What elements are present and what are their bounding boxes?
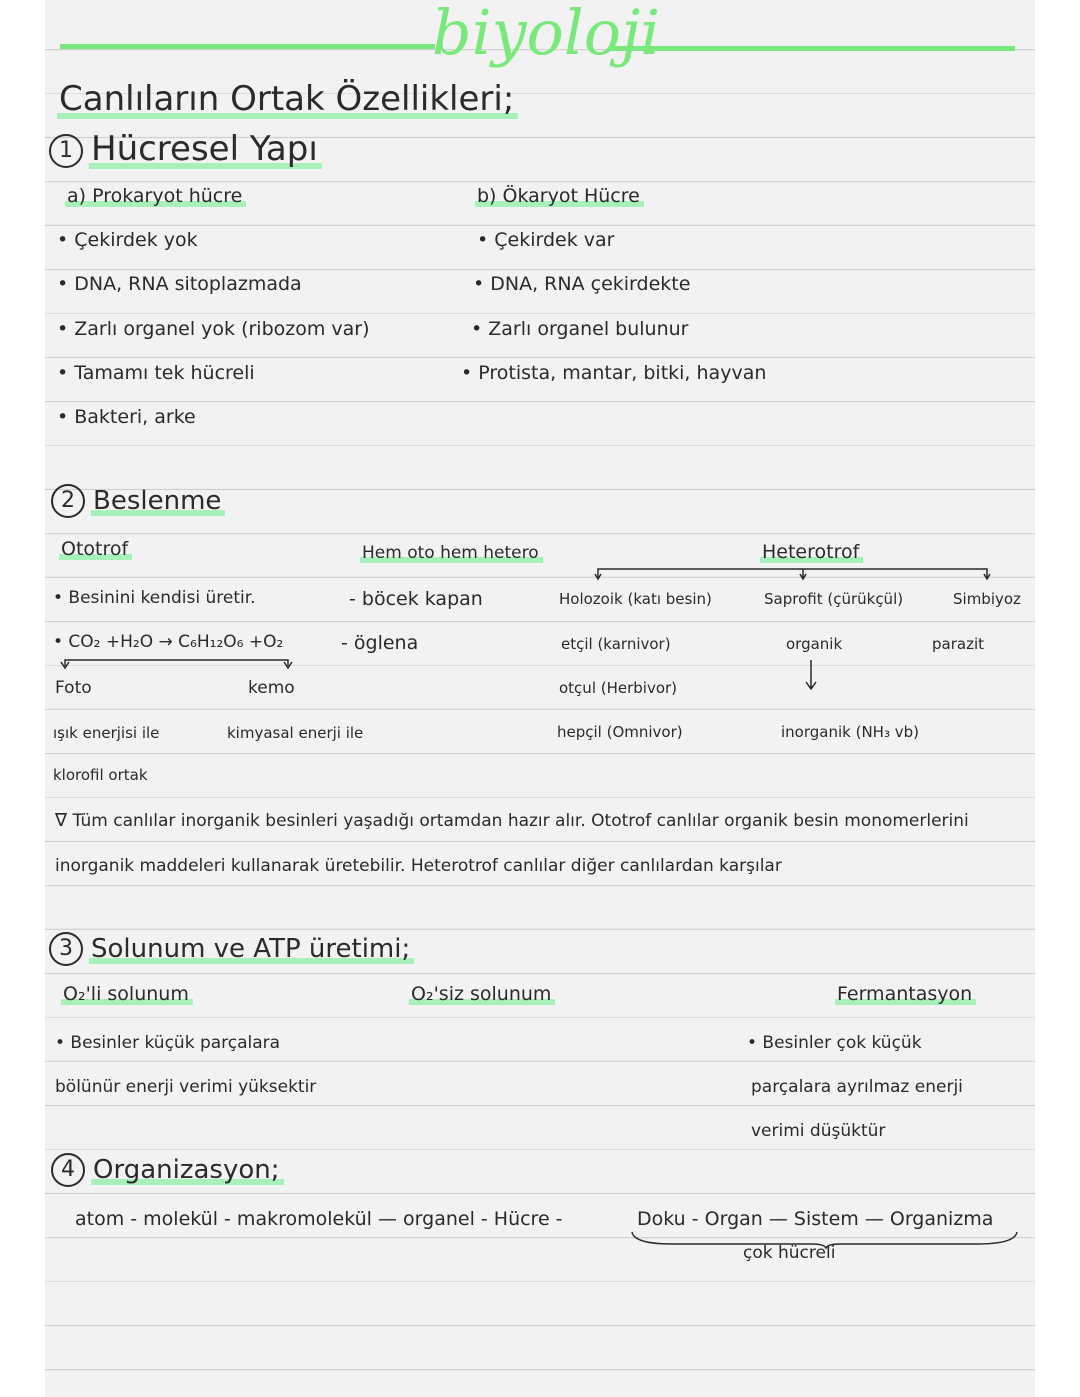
o2li-line: bölünür enerji verimi yüksektir [55,1077,317,1097]
kemo-label: kemo [248,678,295,698]
title-line-right [610,46,1015,51]
notebook-page [45,0,1035,1397]
prokaryot-item: • Çekirdek yok [57,229,198,251]
section-3-title: Solunum ve ATP üretimi; [89,934,414,964]
section-1-title: Hücresel Yapı [89,129,322,169]
klorofil-text: klorofil ortak [53,766,148,784]
o2siz-title-text: O₂'siz solunum [409,983,555,1005]
section-4-number: 4 [51,1153,85,1187]
fermantasyon-title [835,985,976,1004]
organik-label: organik [786,635,843,653]
multicellular-chain: Doku - Organ — Sistem — Organizma [637,1208,994,1230]
okaryot-item: • Zarlı organel bulunur [471,318,689,340]
section-4-title: Organizasyon; [91,1155,284,1185]
note-text-1: Tüm canlılar inorganik besinleri yaşadığı ortamdan hazır alır. Ototrof canlılar organik besin monomerlerini [72,811,969,831]
kemo-desc: kimyasal enerji ile [227,724,364,742]
main-heading-text: Canlıların Ortak Özellikleri; [57,79,518,119]
ototrof-title [59,540,132,559]
cok-hucreli-label: çok hücreli [743,1243,836,1263]
simbiyoz-label: Simbiyoz [953,590,1021,608]
section-1-number: 1 [49,134,83,168]
warning-icon: ∇ [55,810,68,831]
heterotrof-title [760,543,863,562]
page-title: biyoloji [432,0,661,69]
hem-item: - böcek kapan [349,588,483,610]
note-line-1 [55,812,969,830]
foto-kemo-branch [63,656,293,672]
section-3-heading [49,932,414,966]
okaryot-item: • Çekirdek var [477,229,615,251]
okaryot-item: • Protista, mantar, bitki, hayvan [461,362,767,384]
foto-label: Foto [55,678,92,698]
prokaryot-title-text: a) Prokaryot hücre [65,185,246,207]
prokaryot-item: • DNA, RNA sitoplazmada [57,273,302,295]
okaryot-title-text: b) Ökaryot Hücre [475,185,644,207]
ototrof-line: • Besinini kendisi üretir. [53,588,256,608]
o2li-title-text: O₂'li solunum [61,983,193,1005]
section-2-number: 2 [51,484,85,518]
inorganik-label: inorganik (NH₃ vb) [781,723,919,741]
ototrof-formula: • CO₂ +H₂O → C₆H₁₂O₆ +O₂ [53,632,284,652]
fermantasyon-title-text: Fermantasyon [835,983,976,1005]
title-line-left [60,44,435,49]
heterotrof-branch [595,566,990,586]
prokaryot-item: • Bakteri, arke [57,406,196,428]
prokaryot-title [65,187,246,206]
prokaryot-item: • Zarlı organel yok (ribozom var) [57,318,370,340]
okaryot-title [475,187,644,206]
section-4-heading [51,1153,284,1187]
okaryot-item: • DNA, RNA çekirdekte [473,273,691,295]
holozoik-item: otçul (Herbivor) [559,679,678,697]
section-1-heading [49,129,322,169]
foto-desc: ışık enerjisi ile [53,724,160,742]
section-2-heading [51,484,225,518]
holozoik-item: etçil (karnivor) [561,635,671,653]
heterotrof-title-text: Heterotrof [760,541,863,563]
hem-oto-hetero-title [360,545,543,562]
ferm-line: verimi düşüktür [751,1121,886,1141]
saprofit-label: Saprofit (çürükçül) [764,590,904,608]
section-2-title: Beslenme [91,486,225,516]
o2li-title [61,985,193,1004]
section-3-number: 3 [49,932,83,966]
main-heading [57,79,518,119]
o2siz-title [409,985,555,1004]
ototrof-title-text: Ototrof [59,538,132,560]
parazit-label: parazit [932,635,984,653]
ferm-line: parçalara ayrılmaz enerji [751,1077,963,1097]
holozoik-item: hepçil (Omnivor) [557,723,683,741]
o2li-line: • Besinler küçük parçalara [55,1033,281,1053]
prokaryot-item: • Tamamı tek hücreli [57,362,255,384]
organization-chain: atom - molekül - makromolekül — organel - Hücre - [75,1208,563,1230]
holozoik-label: Holozoik (katı besin) [559,590,712,608]
ferm-line: • Besinler çok küçük [747,1033,922,1053]
organik-arrow [805,660,817,690]
hem-oto-hetero-text: Hem oto hem hetero [360,543,543,563]
hem-item: - öglena [341,632,419,654]
note-line-2: inorganik maddeleri kullanarak üretebilir. Heterotrof canlılar diğer canlılardan karşılar [55,856,782,876]
